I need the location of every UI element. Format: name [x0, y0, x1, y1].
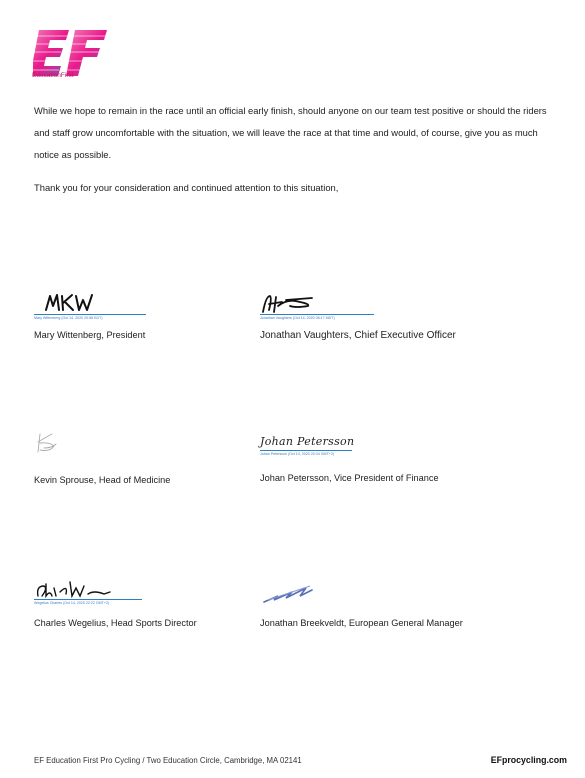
- signature-line: [260, 314, 374, 315]
- signature-line: [34, 599, 142, 600]
- signer-name: Johan Petersson, Vice President of Finance: [260, 473, 439, 483]
- signer-name: Charles Wegelius, Head Sports Director: [34, 618, 197, 628]
- signature-meta: Wegelius Charles (Oct 14, 2020 22:22 GMT+2): [34, 601, 110, 605]
- logo-subtext: EducationFirst: [32, 72, 74, 79]
- signature-meta: Johan Petersson (Oct 14, 2020 20:34 GMT+2): [260, 452, 335, 456]
- signer-name: Kevin Sprouse, Head of Medicine: [34, 475, 171, 485]
- signer-name: Mary Wittenberg, President: [34, 330, 146, 340]
- signature-kevin-sprouse: [34, 430, 64, 456]
- signer-name: Jonathan Breekveldt, European General Manager: [260, 618, 463, 628]
- signer-name: Jonathan Vaughters, Chief Executive Officer: [260, 330, 456, 341]
- signature-mary-wittenberg: [42, 290, 112, 314]
- signature-meta: Jonathan Vaughters (Oct 14, 2020 08:17 MDT): [260, 316, 335, 320]
- signature-line: [260, 450, 352, 451]
- signature-jonathan-breekveldt: [262, 582, 314, 606]
- footer-address: EF Education First Pro Cycling / Two Education Circle, Cambridge, MA 02141: [34, 756, 302, 765]
- body-paragraph-2: Thank you for your consideration and continued attention to this situation,: [34, 182, 339, 193]
- body-paragraph-1: While we hope to remain in the race until an official early finish, should anyone on our team test positive or should the riders and staff grow uncomfortable with the situation, we will leave the race at that time and would, of course, give you as much notice as possible.: [34, 105, 547, 160]
- signature-jonathan-vaughters: [260, 292, 320, 316]
- signature-meta: Mary Wittenberg (Oct 14, 2020 20:58 EDT): [34, 316, 103, 320]
- signature-line: [34, 314, 146, 315]
- signature-johan-petersson: Johan Petersson: [260, 435, 355, 448]
- footer-website-link[interactable]: EFprocycling.com: [490, 755, 567, 765]
